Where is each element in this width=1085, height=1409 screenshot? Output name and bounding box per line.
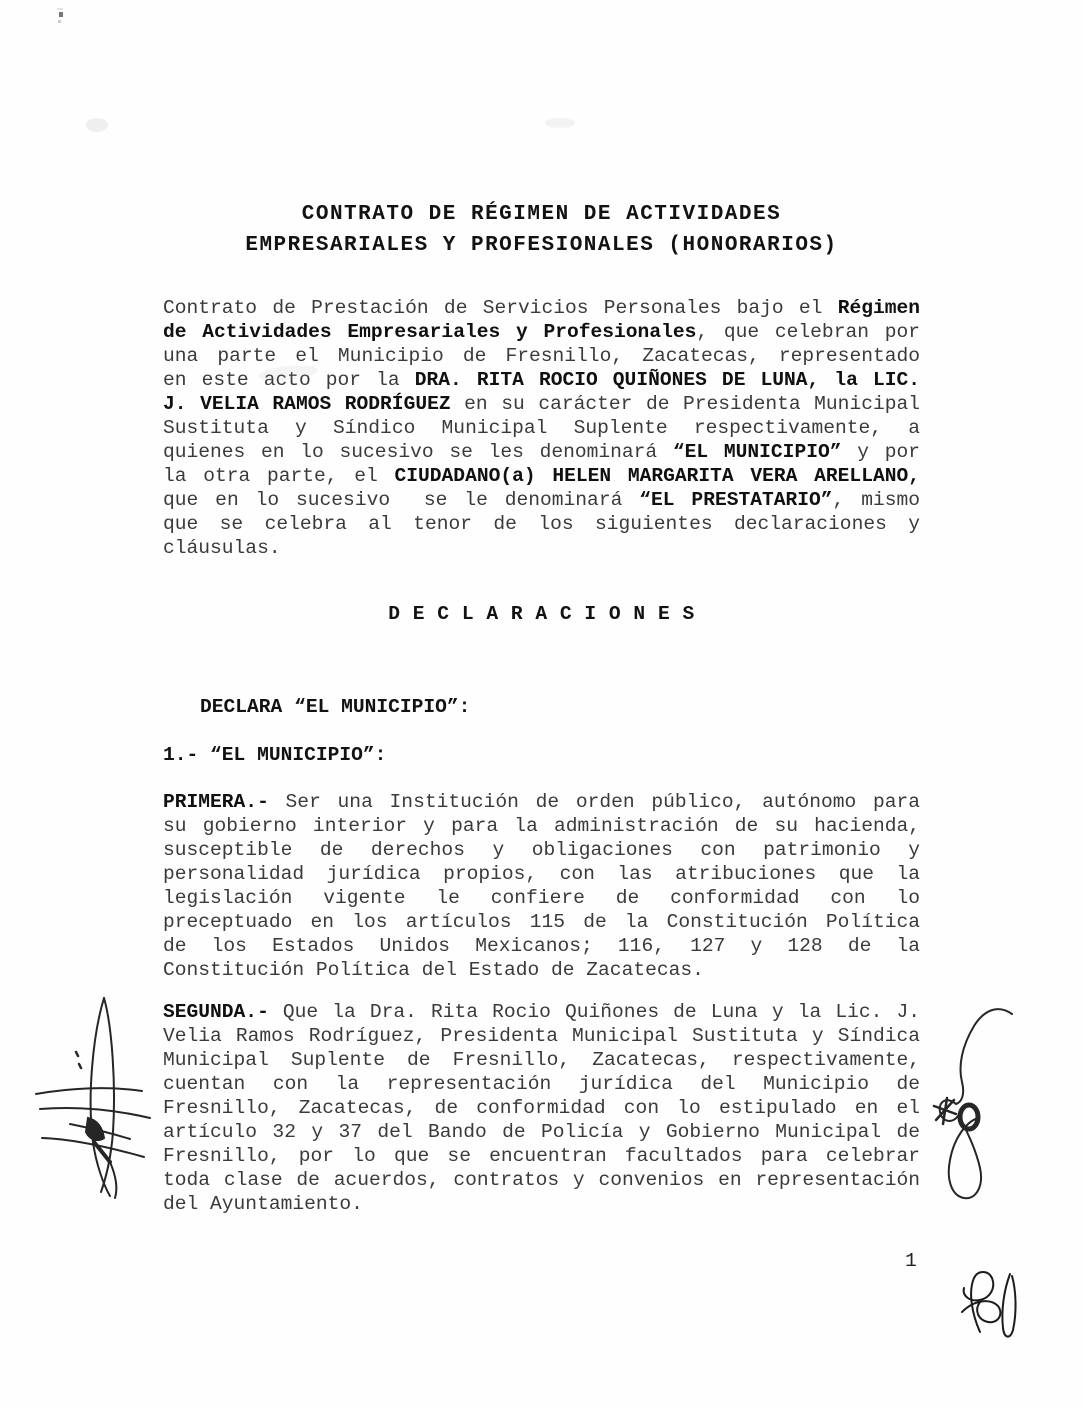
text-line (163, 440, 920, 464)
text-segment: Sustituta y Síndico Municipal Suplente respectivamente, a (163, 417, 920, 439)
text-segment: “EL MUNICIPIO” (672, 441, 842, 463)
title-line-2: EMPRESARIALES Y PROFESIONALES (HONORARIOS) (245, 234, 838, 257)
declaraciones-heading: D E C L A R A C I O N E S (388, 603, 695, 625)
text-segment: que en lo sucesivo se le denominará (163, 489, 640, 511)
text-segment: cláusulas. (163, 537, 281, 559)
text-segment: , mismo (832, 489, 920, 511)
text-line (163, 392, 920, 416)
text-segment: en este acto por la (163, 369, 415, 391)
text-segment: Ser una Institución de orden público, autónomo para (268, 791, 920, 813)
intro-paragraph (163, 296, 920, 560)
text-line (163, 790, 920, 814)
text-segment: personalidad jurídica propios, con las atribuciones que la (163, 863, 920, 885)
text-segment: una parte el Municipio de Fresnillo, Zacatecas, representado (163, 345, 920, 367)
text-segment: su gobierno interior y para la administración de su hacienda, (163, 815, 920, 837)
handwritten-mark-right (922, 1000, 1022, 1210)
text-segment: que se celebra al tenor de los siguientes declaraciones y (163, 513, 920, 535)
text-segment: Fresnillo, Zacatecas, de conformidad con lo estipulado en el (163, 1097, 920, 1119)
segunda-paragraph (163, 1000, 920, 1216)
text-segment: J. VELIA RAMOS RODRÍGUEZ (163, 393, 451, 415)
text-segment: Velia Ramos Rodríguez, Presidenta Municipal Sustituta y Síndica (163, 1025, 920, 1047)
text-segment: , que celebran por (696, 321, 920, 343)
text-line (163, 464, 920, 488)
text-segment: toda clase de acuerdos, contratos y convenios en representación (163, 1169, 920, 1191)
text-line (163, 1144, 920, 1168)
text-segment: de Actividades Empresariales y Profesionales (163, 321, 697, 343)
declara-municipio-heading: DECLARA “EL MUNICIPIO”: (200, 696, 471, 718)
text-line (163, 814, 920, 838)
text-segment: legislación vigente le confiere de conformidad con lo (163, 887, 920, 909)
text-segment: en su carácter de Presidenta Municipal (450, 393, 920, 415)
text-segment: del Ayuntamiento. (163, 1193, 363, 1215)
document-title (163, 199, 920, 261)
text-line (163, 512, 920, 536)
scan-artifact (54, 8, 68, 30)
text-segment: DRA. RITA ROCIO QUIÑONES DE LUNA, la LIC. (414, 369, 920, 391)
text-line (163, 1096, 920, 1120)
text-line (163, 296, 920, 320)
text-segment: Fresnillo, por lo que se encuentran facultados para celebrar (163, 1145, 920, 1167)
primera-paragraph (163, 790, 920, 982)
text-segment: y por (841, 441, 920, 463)
text-line (163, 934, 920, 958)
text-segment: preceptuado en los artículos 115 de la Constitución Política (163, 911, 920, 933)
text-segment: cuentan con la representación jurídica del Municipio de (163, 1073, 920, 1095)
text-segment: Régimen (837, 297, 920, 319)
item-1-municipio-heading: 1.- “EL MUNICIPIO”: (163, 744, 387, 766)
text-line (163, 1168, 920, 1192)
signature-initials (952, 1268, 1027, 1348)
text-line (163, 320, 920, 344)
text-segment: SEGUNDA.- (163, 1001, 269, 1023)
text-line (163, 344, 920, 368)
text-segment: CIUDADANO(a) HELEN MARGARITA VERA ARELLANO, (394, 465, 920, 487)
handwritten-mark-left (30, 992, 170, 1202)
page-number: 1 (905, 1250, 917, 1272)
text-line (163, 1024, 920, 1048)
text-segment: “EL PRESTATARIO” (639, 489, 833, 511)
scan-artifact (86, 118, 108, 132)
text-line (163, 862, 920, 886)
text-line (163, 958, 920, 982)
text-line (163, 1120, 920, 1144)
text-segment: la otra parte, el (163, 465, 395, 487)
text-segment: Municipal Suplente de Fresnillo, Zacatecas, respectivamente, (163, 1049, 920, 1071)
title-line-1: CONTRATO DE RÉGIMEN DE ACTIVIDADES (301, 203, 782, 226)
text-line (163, 1072, 920, 1096)
text-line (163, 1048, 920, 1072)
text-line (163, 1192, 920, 1216)
text-line (163, 488, 920, 512)
text-segment: susceptible de derechos y obligaciones con patrimonio y (163, 839, 920, 861)
text-segment: Constitución Política del Estado de Zacatecas. (163, 959, 704, 981)
text-segment: PRIMERA.- (163, 791, 269, 813)
text-segment: quienes en lo sucesivo se les denominará (163, 441, 673, 463)
text-line (163, 416, 920, 440)
text-segment: artículo 32 y 37 del Bando de Policía y Gobierno Municipal de (163, 1121, 920, 1143)
text-segment: Contrato de Prestación de Servicios Personales bajo el (163, 297, 838, 319)
scan-artifact (545, 118, 575, 128)
text-line (163, 536, 920, 560)
text-line (163, 838, 920, 862)
text-line (163, 910, 920, 934)
text-segment: Que la Dra. Rita Rocio Quiñones de Luna y la Lic. J. (268, 1001, 920, 1023)
text-segment: de los Estados Unidos Mexicanos; 116, 127 y 128 de la (163, 935, 920, 957)
text-line (163, 1000, 920, 1024)
text-line (163, 886, 920, 910)
